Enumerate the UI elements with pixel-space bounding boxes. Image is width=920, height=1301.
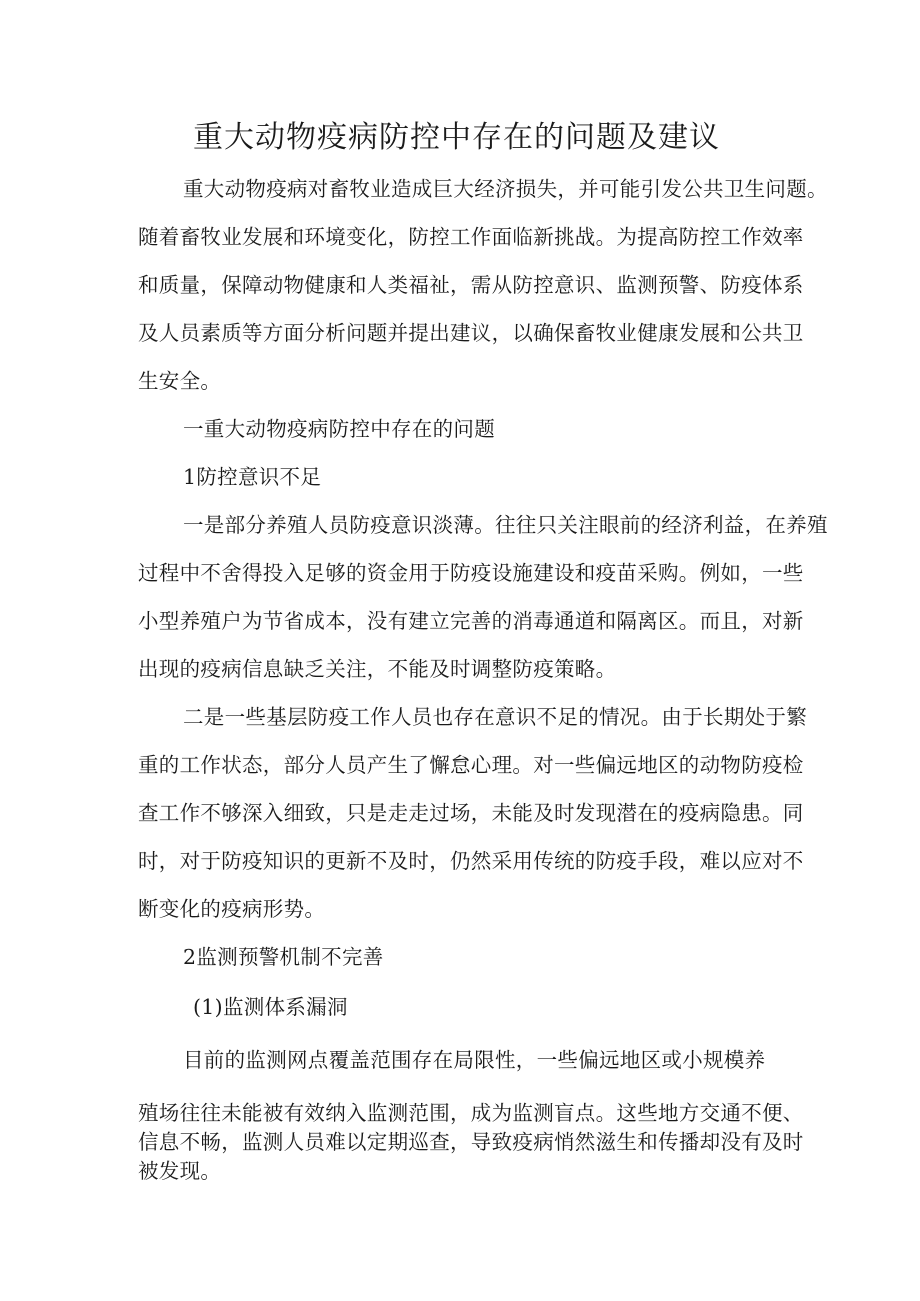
para1-line-1: 一是部分养殖人员防疫意识淡薄。往往只关注眼前的经济利益，在养殖 bbox=[183, 513, 828, 537]
intro-line-5: 生安全。 bbox=[138, 369, 222, 393]
intro-line-4: 及人员素质等方面分析问题并提出建议，以确保畜牧业健康发展和公共卫 bbox=[138, 321, 804, 345]
para2-line-4: 时，对于防疫知识的更新不及时，仍然采用传统的防疫手段，难以应对不 bbox=[138, 849, 804, 873]
document-title: 重大动物疫病防控中存在的问题及建议 bbox=[193, 120, 720, 155]
subheading-monitoring-gaps: (1)监测体系漏洞 bbox=[193, 995, 348, 1019]
para3-line-1: 目前的监测网点覆盖范围存在局限性，一些偏远地区或小规模养 bbox=[183, 1048, 766, 1072]
section-heading-problems: 一重大动物疫病防控中存在的问题 bbox=[183, 417, 495, 441]
para2-line-1: 二是一些基层防疫工作人员也存在意识不足的情况。由于长期处于繁 bbox=[183, 705, 807, 729]
intro-line-3: 和质量，保障动物健康和人类福祉，需从防控意识、监测预警、防疫体系 bbox=[138, 273, 804, 297]
para2-line-3: 查工作不够深入细致，只是走走过场，未能及时发现潜在的疫病隐患。同 bbox=[138, 801, 804, 825]
para2-line-5: 断变化的疫病形势。 bbox=[138, 897, 326, 921]
subheading-monitoring: 2监测预警机制不完善 bbox=[183, 945, 384, 969]
para1-line-2: 过程中不舍得投入足够的资金用于防疫设施建设和疫苗采购。例如，一些 bbox=[138, 561, 804, 585]
subheading-awareness: 1防控意识不足 bbox=[183, 465, 322, 489]
intro-line-1: 重大动物疫病对畜牧业造成巨大经济损失，并可能引发公共卫生问题。 bbox=[183, 177, 828, 201]
para1-line-4: 出现的疫病信息缺乏关注，不能及时调整防疫策略。 bbox=[138, 657, 617, 681]
para3-line-3: 信息不畅，监测人员难以定期巡查，导致疫病悄然滋生和传播却没有及时 bbox=[138, 1130, 804, 1154]
para3-line-2: 殖场往往未能被有效纳入监测范围，成为监测盲点。这些地方交通不便、 bbox=[138, 1101, 804, 1125]
para1-line-3: 小型养殖户为节省成本，没有建立完善的消毒通道和隔离区。而且，对新 bbox=[138, 609, 804, 633]
para3-line-4: 被发现。 bbox=[138, 1159, 222, 1183]
intro-line-2: 随着畜牧业发展和环境变化，防控工作面临新挑战。为提高防控工作效率 bbox=[138, 225, 804, 249]
para2-line-2: 重的工作状态，部分人员产生了懈怠心理。对一些偏远地区的动物防疫检 bbox=[138, 753, 804, 777]
